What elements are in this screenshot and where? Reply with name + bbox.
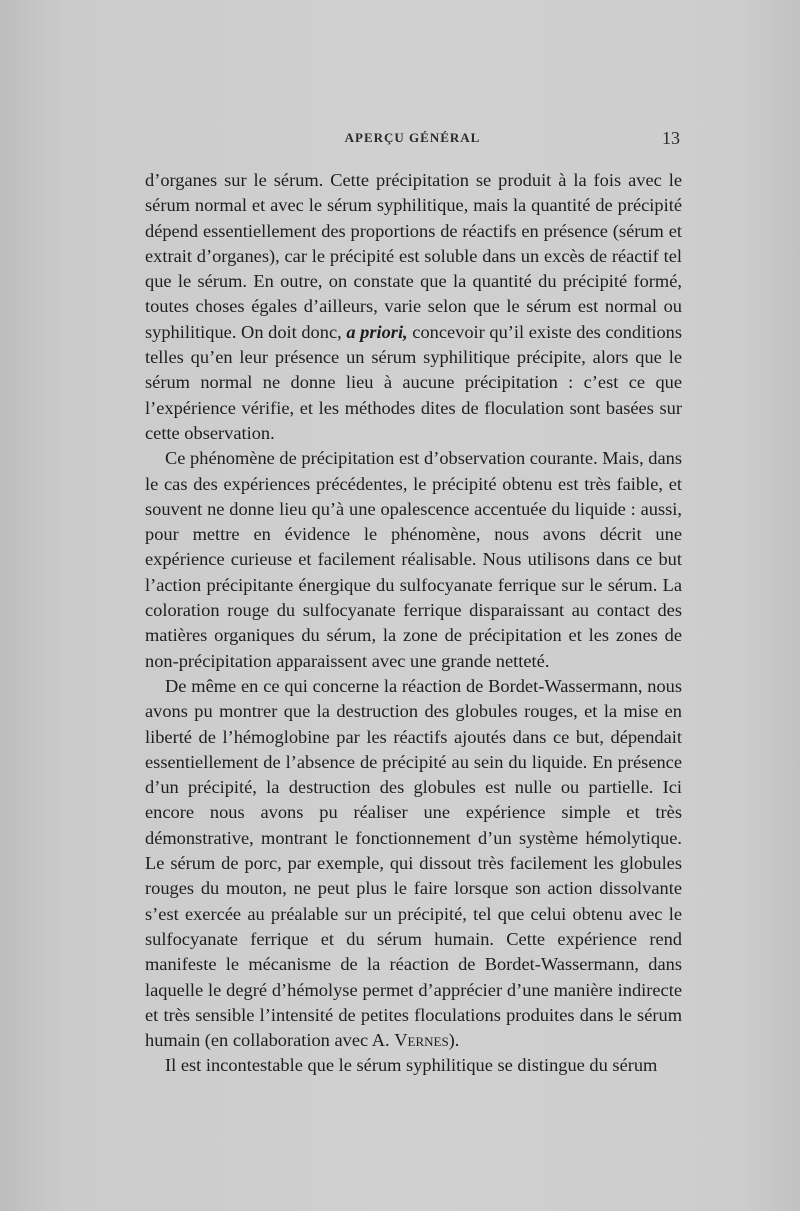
paragraph-1-italic: a priori, <box>346 321 408 342</box>
paragraph-3-tail: ). <box>448 1030 460 1051</box>
paragraph-3-text: De même en ce qui concerne la réaction de Bordet-Wassermann, nous avons pu montrer que la destruction des globules rouges, et la mise en liberté de l’hémoglobine par les réactifs ajoutés dans ce but, dépendait essentiellement de l’absence de précipité au sein du liquide. En présence d’un précipité, la destruction des globules est nulle ou partielle. Ici encore nous avons pu réaliser une expérience simple et très démonstrative, montrant le fonctionnement d’un système hémolytique. Le sérum de porc, par exemple, qui dissout très facilement les globules rouges du mouton, ne peut plus le faire lorsque son action dissolvante s’est exercée au préalable sur un précipité, tel que celui obtenu avec le sulfocyanate ferrique et du sérum humain. Cette expérience rend manifeste le mécanisme de la réaction de Bordet-Wassermann, dans laquelle le degré d’hémolyse permet d’apprécier d’une manière indirecte et très sensible l’intensité de petites floculations produites dans le sérum humain (en collaboration avec A. <box>145 675 682 1051</box>
paragraph-3 <box>145 674 682 1053</box>
paragraph-4: Il est incontestable que le sérum syphilitique se distingue du sérum <box>165 1055 658 1076</box>
paragraph-2: Ce phénomène de précipitation est d’observation courante. Mais, dans le cas des expériences précédentes, le précipité obtenu est très faible, et souvent ne donne lieu qu’à une opalescence accentuée du liquide : aussi, pour mettre en évidence le phénomène, nous avons décrit une expérience curieuse et facilement réalisable. Nous utilisons dans ce but l’action précipitante énergique du sulfocyanate ferrique sur le sérum. La coloration rouge du sulfocyanate ferrique disparaissant au contact des matières organiques du sérum, la zone de précipitation et les zones de non-précipitation apparaissent avec une grande netteté. <box>145 448 682 671</box>
page-number: 13 <box>662 128 680 148</box>
body-text <box>145 168 682 1079</box>
paragraph-1-text-a: d’organes sur le sérum. Cette précipitation se produit à la fois avec le sérum normal et avec le sérum syphilitique, mais la quantité de précipité dépend essentiellement des proportions de réactifs en présence (sérum et extrait d’organes), car le précipité est soluble dans un excès de réactif tel que le sérum. En outre, on constate que la quantité du précipité formé, toutes choses égales d’ailleurs, varie selon que le sérum est normal ou syphilitique. On doit donc, <box>145 170 682 342</box>
paragraph-1-text-b: concevoir qu’il existe des conditions telles qu’en leur présence un sérum syphilitique précipite, alors que le sérum normal ne donne lieu à aucune précipitation : c’est ce que l’expérience vérifie, et les méthodes dites de floculation sont basées sur cette observation. <box>145 321 683 443</box>
paragraph-3-author: Vernes <box>394 1030 449 1051</box>
paragraph-1 <box>145 168 682 446</box>
page-header <box>145 128 680 158</box>
running-head: APERÇU GÉNÉRAL <box>344 130 481 145</box>
